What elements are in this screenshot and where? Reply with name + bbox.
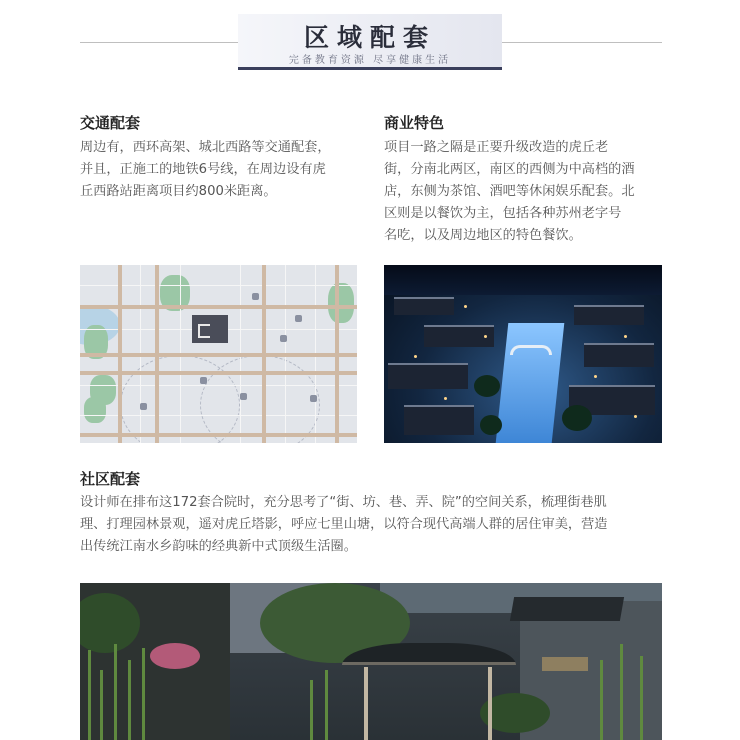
gate-sign — [542, 657, 588, 671]
courtyard-image — [80, 583, 662, 740]
commerce-line: 区则是以餐饮为主，包括各种苏州老字号 — [384, 206, 622, 221]
community-paragraph — [80, 492, 670, 558]
commerce-line: 店，东侧为茶馆、酒吧等休闲娱乐配套。北 — [384, 184, 635, 199]
transport-paragraph — [80, 137, 370, 203]
transport-line: 并且，正施工的地铁6号线，在周边设有虎 — [80, 162, 326, 177]
title-rule-right — [500, 42, 662, 43]
transport-heading: 交通配套 — [80, 114, 141, 132]
community-line: 出传统江南水乡韵味的经典新中式顶级生活圈。 — [80, 539, 357, 554]
commerce-line: 街，分南北两区，南区的西侧为中高档的酒 — [384, 162, 635, 177]
project-location-marker — [192, 315, 228, 343]
transport-line: 周边有，西环高架、城北西路等交通配套， — [80, 140, 331, 155]
title-rule-left — [80, 42, 240, 43]
night-aerial-image — [384, 265, 662, 443]
section-banner — [238, 14, 502, 70]
commerce-line: 名吃，以及周边地区的特色餐饮。 — [384, 228, 582, 243]
banner-title: 区域配套 — [303, 23, 436, 52]
community-heading: 社区配套 — [80, 470, 141, 488]
banner-subtitle: 完备教育资源 尽享健康生活 — [288, 55, 452, 66]
transport-line: 丘西路站距离项目约800米距离。 — [80, 184, 277, 199]
arch-bridge — [510, 345, 552, 355]
location-map-image — [80, 265, 357, 443]
commerce-heading: 商业特色 — [384, 114, 445, 132]
commerce-line: 项目一路之隔是正要升级改造的虎丘老 — [384, 140, 609, 155]
commerce-paragraph — [384, 137, 674, 247]
community-line: 理、打理园林景观，遥对虎丘塔影，呼应七里山塘，以符合现代高端人群的居住审美，营造 — [80, 517, 608, 532]
community-line: 设计师在排布这172套合院时，充分思考了“街、坊、巷、弄、院”的空间关系，梳理街巷肌 — [80, 495, 607, 510]
